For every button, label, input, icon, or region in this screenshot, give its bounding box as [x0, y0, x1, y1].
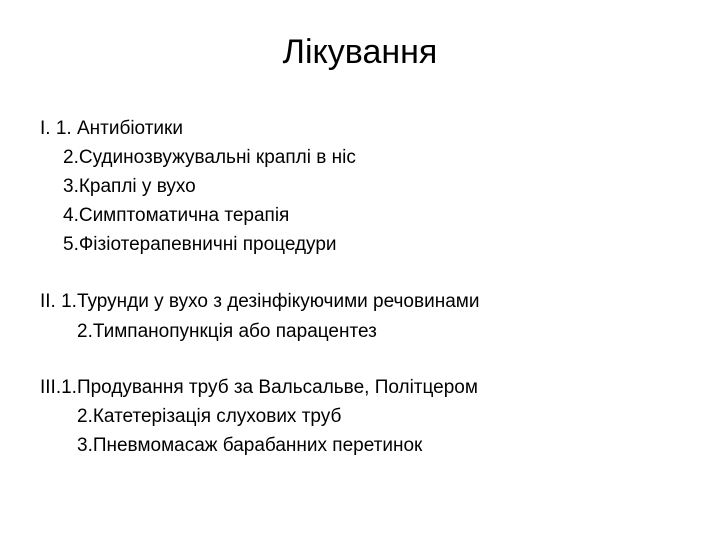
- list-item-tube-blowing: III.1.Продування труб за Вальсальве, Політцером: [40, 377, 478, 398]
- slide-title: Лікування: [282, 33, 438, 71]
- list-item-tube-catheterization: 2.Катетерізація слухових труб: [77, 406, 342, 427]
- list-item-ear-drops: 3.Краплі у вухо: [63, 176, 196, 197]
- list-item-ear-turundas: II. 1.Турунди у вухо з дезінфікуючими речовинами: [40, 291, 480, 312]
- list-item-nasal-drops: 2.Судинозвужувальні краплі в ніс: [63, 147, 356, 168]
- list-item-tympanopuncture: 2.Тимпанопункція або парацентез: [77, 321, 377, 342]
- list-item-antibiotics: I. 1. Антибіотики: [40, 118, 183, 139]
- list-item-pneumomassage: 3.Пневмомасаж барабанних перетинок: [77, 435, 423, 456]
- list-item-symptomatic-therapy: 4.Симптоматична терапія: [63, 205, 290, 226]
- list-item-physiotherapy: 5.Фізіотерапевничні процедури: [63, 234, 337, 255]
